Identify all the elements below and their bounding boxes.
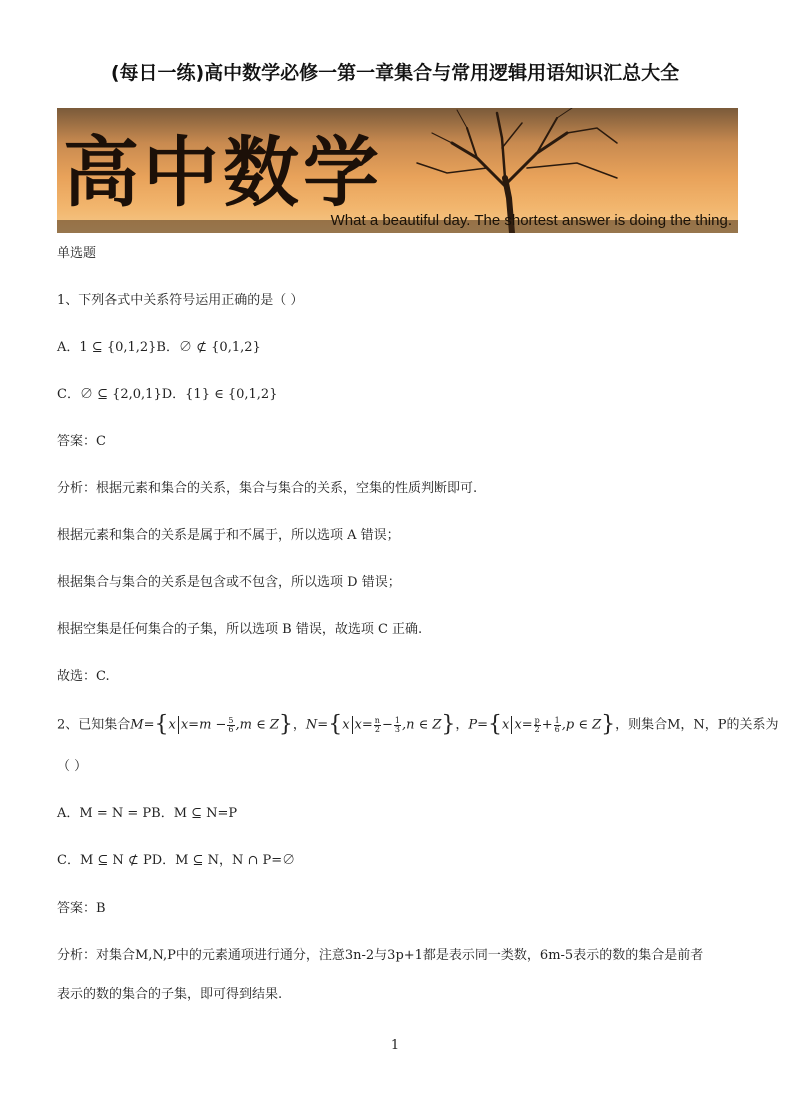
set-n-tail: ,n ∈ Z — [401, 717, 442, 733]
set-bar — [178, 716, 179, 734]
banner-image — [57, 108, 738, 233]
right-brace-icon: } — [278, 712, 293, 737]
q1-options-cd: C．∅ ⊆ {2,0,1}D．{1} ∈ {0,1,2} — [57, 387, 278, 402]
fraction: $\frac{n}{2}$ — [374, 715, 380, 734]
fraction: $\frac{1}{6}$ — [554, 715, 560, 734]
page-number: 1 — [390, 1038, 400, 1053]
q1-stem: 1、下列各式中关系符号运用正确的是（ ） — [57, 293, 304, 308]
right-brace-icon: } — [601, 712, 616, 737]
set-m-label: M= — [130, 717, 155, 733]
right-brace-icon: } — [441, 712, 456, 737]
q1-detail-1: 根据元素和集合的关系是属于和不属于，所以选项 A 错误； — [57, 528, 400, 543]
set-p-label: P= — [468, 717, 489, 733]
document-title: (每日一练)高中数学必修一第一章集合与常用逻辑用语知识汇总大全 — [110, 62, 680, 84]
set-p-tail: ,p ∈ Z — [561, 717, 602, 733]
q2-analysis-1: 分析：对集合M,N,P中的元素通项进行通分，注意3n-2与3p+1都是表示同一类数，6m-5表示的数的集合是前者 — [57, 948, 704, 963]
q2-answer: 答案：B — [57, 901, 106, 916]
q1-choice: 故选：C. — [57, 669, 110, 684]
q2-paren: （ ） — [57, 759, 88, 774]
q1-detail-3: 根据空集是任何集合的子集，所以选项 B 错误，故选项 C 正确. — [57, 622, 423, 637]
q2-options-cd: C．M ⊆ N ⊄ PD．M ⊆ N，N ∩ P=∅ — [57, 853, 296, 868]
q1-detail-2: 根据集合与集合的关系是包含或不包含，所以选项 D 错误； — [57, 575, 401, 590]
left-brace-icon: { — [328, 712, 343, 737]
banner-slogan: What a beautiful day. The shortest answer is doing the thing. — [330, 212, 732, 229]
left-brace-icon: { — [488, 712, 503, 737]
set-bar — [511, 716, 512, 734]
set-m-body: x=m − — [180, 717, 227, 733]
set-p-body: x= — [514, 717, 533, 733]
set-n-label: N= — [305, 717, 329, 733]
q2-analysis-2: 表示的数的集合的子集，即可得到结果. — [57, 987, 283, 1002]
q2-options-ab: A．M = N = PB．M ⊆ N=P — [57, 806, 238, 821]
section-heading: 单选题 — [57, 246, 97, 261]
left-brace-icon: { — [154, 712, 169, 737]
fraction: $\frac{p}{2}$ — [534, 715, 540, 734]
q1-analysis: 分析：根据元素和集合的关系，集合与集合的关系，空集的性质判断即可. — [57, 481, 478, 496]
q2-prefix: 2、已知集合 — [57, 717, 131, 733]
set-n-body: x= — [354, 717, 373, 733]
q2-suffix: ，则集合M，N，P的关系为 — [615, 717, 779, 733]
banner-title: 高中数学 — [63, 128, 383, 217]
set-bar — [352, 716, 353, 734]
set-m-tail: ,m ∈ Z — [235, 717, 279, 733]
fraction: $\frac{5}{6}$ — [228, 715, 234, 734]
q1-options-ab: A．1 ⊆ {0,1,2}B．∅ ⊄ {0,1,2} — [57, 340, 261, 355]
q1-answer: 答案：C — [57, 434, 106, 449]
fraction: $\frac{1}{3}$ — [394, 715, 400, 734]
q2-stem: 2、已知集合M={x x=m − $\frac{5}{6}$ ,m ∈ Z}，N={x x= $\frac{n}{2}$ − $\frac{1}{3}$ ,n ∈ Z}，P={x x= $\frac{p}{2}$ + $\frac{1}{6}$ ,p ∈ Z}，则集合M，N，P的关系为 — [57, 712, 779, 737]
